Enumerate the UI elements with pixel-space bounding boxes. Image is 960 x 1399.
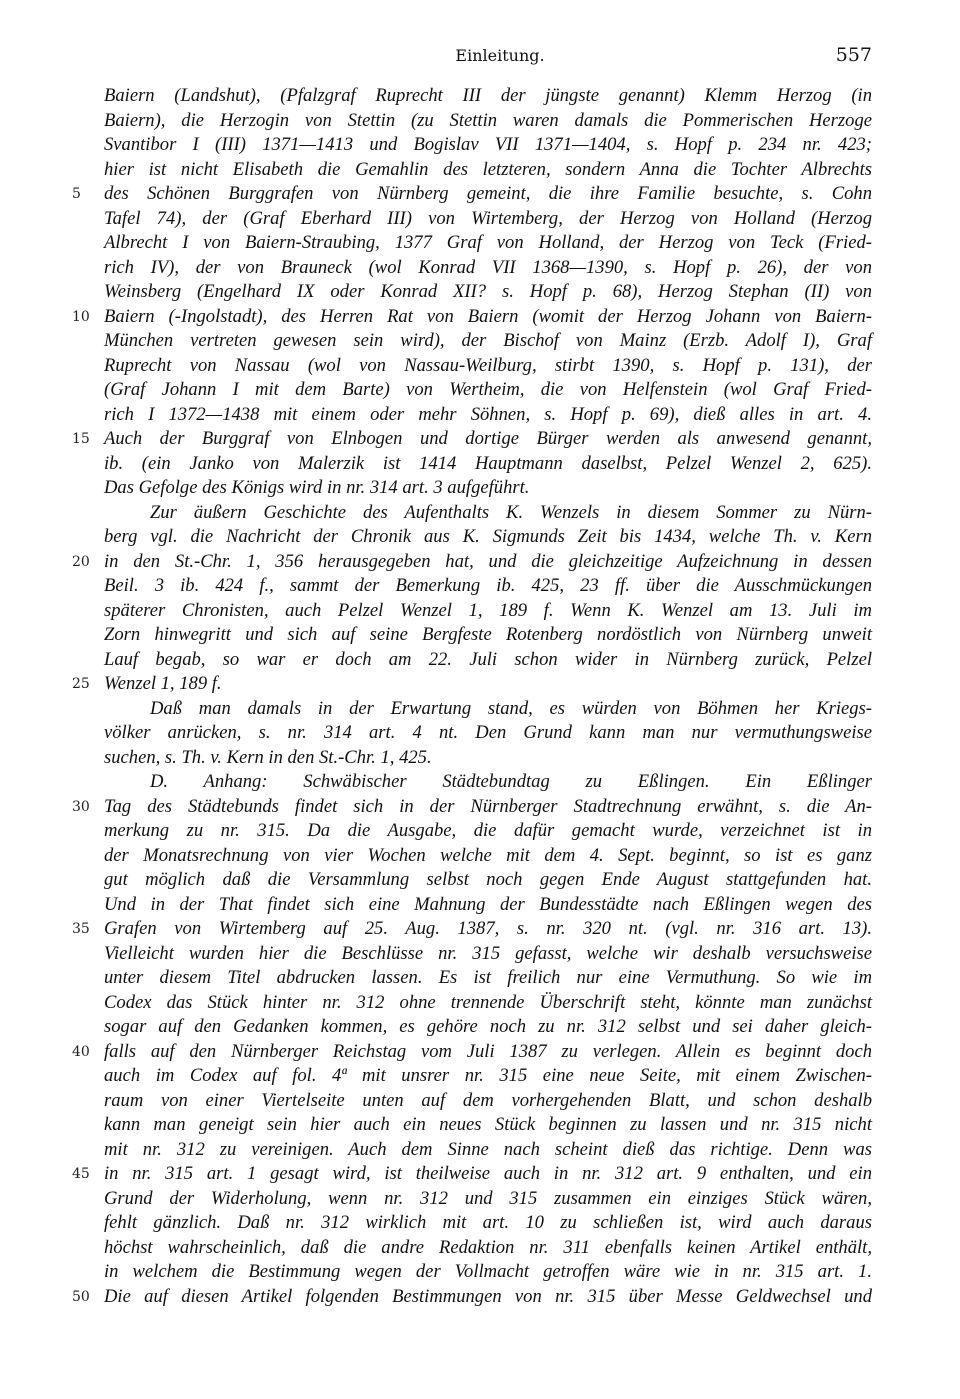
text-line [0,182,960,207]
text-line [0,280,960,305]
line-text: auch im Codex auf fol. 4ª mit unsrer nr. 315 eine neue Seite, mit einem Zwischen- [104,1065,872,1086]
text-line [0,305,960,330]
text-line [0,525,960,550]
line-text: Grafen von Wirtemberg auf 25. Aug. 1387, s. nr. 320 nt. (vgl. nr. 316 art. 13). [104,918,872,939]
text-line [0,476,960,501]
line-text: des Schönen Burggrafen von Nürnberg gemeint, die ihre Familie besuchte, s. Cohn [104,183,872,204]
line-text: Auch der Burggraf von Elnbogen und dortige Bürger werden als anwesend genannt, [104,428,872,449]
line-text: Baiern (-Ingolstadt), des Herren Rat von Baiern (womit der Herzog Johann von Baiern- [104,305,872,327]
line-number: 30 [72,798,90,815]
text-line [0,917,960,942]
text-line [0,819,960,844]
text-line [0,109,960,134]
text-line [0,1285,960,1310]
text-line [0,133,960,158]
text-line [0,942,960,967]
line-text: unter diesem Titel abdrucken lassen. Es ist freilich nur eine Vermuthung. So wie im [104,967,872,988]
line-text: merkung zu nr. 315. Da die Ausgabe, die dafür gemacht wurde, verzeichnet ist in [104,820,872,841]
text-line [0,427,960,452]
text-line [0,697,960,722]
text-line [0,672,960,697]
line-text: sogar auf den Gedanken kommen, es gehöre noch zu nr. 312 selbst und sei daher gleich- [104,1016,872,1037]
line-text: Das Gefolge des Königs wird in nr. 314 art. 3 aufgeführt. [104,477,530,498]
line-text: Tafel 74), der (Graf Eberhard III) von Wirtemberg, der Herzog von Holland (Herzog [104,207,872,229]
text-line [0,550,960,575]
line-text: Svantibor I (III) 1371—1413 und Bogislav VII 1371—1404, s. Hopf p. 234 nr. 423; [104,134,872,155]
line-text: Albrecht I von Baiern-Straubing, 1377 Graf von Holland, der Herzog von Teck (Fried- [104,232,872,253]
text-line [0,1015,960,1040]
line-text: Beil. 3 ib. 424 f., sammt der Bemerkung ib. 425, 23 ff. über die Ausschmückungen [104,575,872,596]
line-text: raum von einer Viertelseite unten auf dem vorhergehenden Blatt, und schon deshalb [104,1089,872,1111]
line-text: völker anrücken, s. nr. 314 art. 4 nt. Den Grund kann man nur vermuthungsweise [104,722,872,743]
line-text: rich I 1372—1438 mit einem oder mehr Söhnen, s. Hopf p. 69), dieß alles in art. 4. [104,403,872,425]
line-text: suchen, s. Th. v. Kern in den St.-Chr. 1, 425. [104,746,432,768]
line-text: Ruprecht von Nassau (wol von Nassau-Weilburg, stirbt 1390, s. Hopf p. 131), der [104,354,872,376]
line-text: Wenzel 1, 189 f. [104,673,222,694]
text-line [0,1211,960,1236]
line-text: Baiern (Landshut), (Pfalzgraf Ruprecht III der jüngste genannt) Klemm Herzog (in [104,85,872,106]
line-number: 10 [72,308,90,325]
line-number: 50 [72,1288,90,1305]
line-text: hier ist nicht Elisabeth die Gemahlin des letzteren, sondern Anna die Tochter Albrechts [104,158,872,180]
line-text: gut möglich daß die Versammlung selbst noch gegen Ende August stattgefunden hat. [104,869,872,890]
line-text: Grund der Widerholung, wenn nr. 312 und 315 zusammen ein einziges Stück wären, [104,1187,872,1209]
text-line [0,599,960,624]
line-text: Codex das Stück hinter nr. 312 ohne trennende Überschrift steht, könnte man zunächst [104,991,872,1013]
text-line [0,1040,960,1065]
text-line [0,256,960,281]
text-line [0,354,960,379]
line-text: in den St.-Chr. 1, 356 herausgegeben hat, und die gleichzeitige Aufzeichnung in dessen [104,550,872,572]
line-number: 45 [72,1166,90,1182]
line-text: falls auf den Nürnberger Reichstag vom Juli 1387 zu verlegen. Allein es beginnt doch [104,1040,872,1062]
text-line [0,746,960,771]
text-line [0,84,960,109]
line-text: Weinsberg (Engelhard IX oder Konrad XII? s. Hopf p. 68), Herzog Stephan (II) von [104,281,872,302]
line-text: (Graf Johann I mit dem Barte) von Wertheim, die von Helfenstein (wol Graf Fried- [104,379,872,400]
text-line [0,1089,960,1114]
line-text: in welchem die Bestimmung wegen der Vollmacht getroffen wäre wie in nr. 315 art. 1. [104,1261,872,1282]
text-line [0,452,960,477]
line-text: Tag des Städtebunds findet sich in der Nürnberger Stadtrechnung erwähnt, s. die An- [104,795,872,817]
text-line [0,1113,960,1138]
line-text: rich IV), der von Brauneck (wol Konrad VII 1368—1390, s. Hopf p. 26), der von [104,256,872,278]
text-line [0,1138,960,1163]
line-text: mit nr. 312 zu vereinigen. Auch dem Sinne nach scheint dieß das richtige. Denn was [104,1138,872,1160]
line-text: Lauf begab, so war er doch am 22. Juli schon wider in Nürnberg zurück, Pelzel [104,648,872,670]
line-number: 25 [72,676,90,692]
line-text: D. Anhang: Schwäbischer Städtebundtag zu Eßlingen. Ein Eßlinger [150,771,872,792]
line-number: 35 [72,921,90,937]
text-line [0,501,960,526]
line-text: berg vgl. die Nachricht der Chronik aus K. Sigmunds Zeit bis 1434, welche Th. v. Kern [104,526,872,547]
text-line [0,1236,960,1261]
line-text: höchst wahrscheinlich, daß die andre Redaktion nr. 311 ebenfalls keinen Artikel enthält, [104,1236,872,1258]
text-line [0,329,960,354]
text-line [0,403,960,428]
line-text: Und in der That findet sich eine Mahnung der Bundesstädte nach Eßlingen wegen des [104,893,872,915]
line-number: 20 [72,553,90,570]
line-text: fehlt gänzlich. Daß nr. 312 wirklich mit art. 10 zu schließen ist, wird auch daraus [104,1212,872,1233]
text-line [0,1162,960,1187]
text-line [0,770,960,795]
line-text: Die auf diesen Artikel folgenden Bestimmungen von nr. 315 über Messe Geldwechsel und [104,1285,872,1307]
text-line [0,868,960,893]
text-line [0,893,960,918]
text-line [0,1260,960,1285]
line-number: 5 [72,186,81,202]
text-line [0,721,960,746]
text-line [0,1064,960,1089]
text-line [0,158,960,183]
line-number: 40 [72,1043,90,1060]
text-line [0,966,960,991]
text-line [0,378,960,403]
body-text [0,84,960,1309]
line-text: kann man geneigt sein hier auch ein neues Stück beginnen zu lassen und nr. 315 nicht [104,1114,872,1135]
line-text: der Monatsrechnung von vier Wochen welche mit dem 4. Sept. beginnt, so ist es ganz [104,844,872,866]
text-line [0,623,960,648]
text-line [0,574,960,599]
text-line [0,207,960,232]
line-text: ib. (ein Janko von Malerzik ist 1414 Hauptmann daselbst, Pelzel Wenzel 2, 625). [104,452,872,474]
line-text: späterer Chronisten, auch Pelzel Wenzel 1, 189 f. Wenn K. Wenzel am 13. Juli im [104,599,872,621]
page-number: 557 [835,44,872,66]
text-line [0,648,960,673]
line-text: Zur äußern Geschichte des Aufenthalts K. Wenzels in diesem Sommer zu Nürn- [150,501,872,523]
line-number: 15 [72,431,90,447]
line-text: Daß man damals in der Erwartung stand, es würden von Böhmen her Kriegs- [150,697,872,719]
line-text: in nr. 315 art. 1 gesagt wird, ist theilweise auch in nr. 312 art. 9 enthalten, und ein [104,1163,872,1184]
line-text: Vielleicht wurden hier die Beschlüsse nr. 315 gefasst, welche wir deshalb versuchsweise [104,942,872,964]
text-line [0,795,960,820]
line-text: Baiern), die Herzogin von Stettin (zu Stettin waren damals die Pommerischen Herzoge [104,109,872,131]
running-title: Einleitung. [455,46,545,65]
line-text: Zorn hinwegritt und sich auf seine Bergfeste Rotenberg nordöstlich von Nürnberg unweit [104,624,872,645]
text-line [0,1187,960,1212]
line-text: München vertreten gewesen sein wird), der Bischof von Mainz (Erzb. Adolf I), Graf [104,330,872,351]
text-line [0,844,960,869]
text-line [0,991,960,1016]
text-line [0,231,960,256]
